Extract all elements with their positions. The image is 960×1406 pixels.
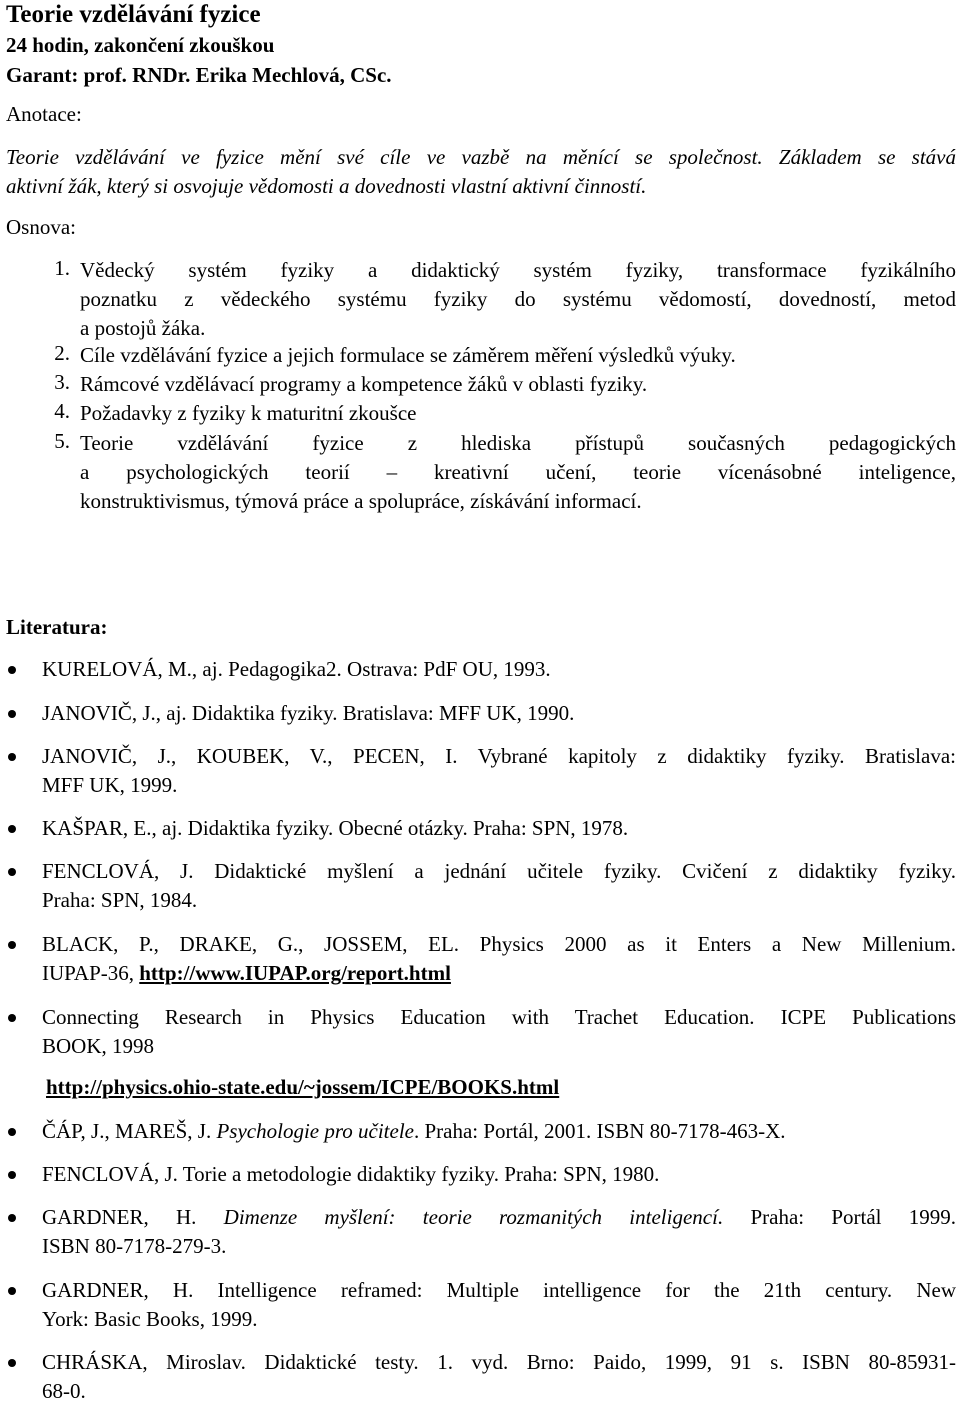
bullet-icon xyxy=(8,1287,16,1295)
outline-item-number: 5. xyxy=(54,429,70,453)
citation-text: JANOVIČ, J., KOUBEK, V., PECEN, I. Vybrané kapitoly z didaktiky fyziky. Bratislava: xyxy=(42,744,956,768)
bullet-icon xyxy=(8,1014,16,1022)
citation-title: Psychologie pro učitele xyxy=(216,1119,414,1143)
outline-line: Požadavky z fyziky k maturitní zkoušce xyxy=(80,401,417,425)
outline-label: Osnova: xyxy=(6,215,76,239)
literature-heading: Literatura: xyxy=(6,615,108,639)
outline-item-text xyxy=(80,341,956,370)
citation-authors: GARDNER, H. xyxy=(42,1205,224,1229)
citation-text xyxy=(42,1117,956,1146)
outline-line: a psychologických teorií – kreativní učení, teorie vícenásobné inteligence, xyxy=(80,460,956,484)
annotation-line: aktivní žák, který si osvojuje vědomosti a dovednosti vlastní aktivní činností. xyxy=(6,174,647,198)
citation-text: FENCLOVÁ, J. Torie a metodologie didaktiky fyziky. Praha: SPN, 1980. xyxy=(42,1162,660,1186)
citation-publisher: Praha: Portál 1999. xyxy=(723,1205,957,1229)
bullet-icon xyxy=(8,1214,16,1222)
citation-text xyxy=(42,959,956,988)
citation-prefix: IUPAP-36, xyxy=(42,961,140,985)
outline-line: Vědecký systém fyziky a didaktický systém fyziky, transformace fyzikálního xyxy=(80,258,956,282)
outline-item-text xyxy=(80,399,956,428)
outline-item-number: 4. xyxy=(54,399,70,423)
outline-item-number: 3. xyxy=(54,370,70,394)
bullet-icon xyxy=(8,1128,16,1136)
bullet-icon xyxy=(8,710,16,718)
outline-item-number: 1. xyxy=(54,256,70,280)
outline-line: konstruktivismus, týmová práce a spolupráce, získávání informací. xyxy=(80,489,642,513)
citation-text: KURELOVÁ, M., aj. Pedagogika2. Ostrava: PdF OU, 1993. xyxy=(42,657,551,681)
bullet-icon xyxy=(8,666,16,674)
bullet-icon xyxy=(8,753,16,761)
citation-text: BLACK, P., DRAKE, G., JOSSEM, EL. Physics 2000 as it Enters a New Millenium. xyxy=(42,932,956,956)
outline-item-text xyxy=(80,429,956,516)
outline-item-number: 2. xyxy=(54,341,70,365)
annotation-text xyxy=(6,143,956,201)
outline-line: Cíle vzdělávání fyzice a jejich formulace se záměrem měření výsledků výuky. xyxy=(80,343,736,367)
citation-text: 68-0. xyxy=(42,1379,86,1403)
citation-publisher: . Praha: Portál, 2001. ISBN 80-7178-463-X. xyxy=(413,1119,786,1143)
bullet-icon xyxy=(8,868,16,876)
outline-line: poznatku z vědeckého systému fyziky do systému vědomostí, dovedností, metod xyxy=(80,287,956,311)
icpe-books-link-line xyxy=(46,1073,559,1102)
citation-text: BOOK, 1998 xyxy=(42,1034,155,1058)
outline-line: a postojů žáka. xyxy=(80,316,206,340)
bullet-icon xyxy=(8,1171,16,1179)
outline-line: Teorie vzdělávání fyzice z hlediska přístupů současných pedagogických xyxy=(80,431,956,455)
citation-title: Dimenze myšlení: teorie rozmanitých inteligencí. xyxy=(223,1205,724,1229)
citation-text: JANOVIČ, J., aj. Didaktika fyziky. Bratislava: MFF UK, 1990. xyxy=(42,701,575,725)
citation-text: MFF UK, 1999. xyxy=(42,773,178,797)
bullet-icon xyxy=(8,1359,16,1367)
bullet-icon xyxy=(8,825,16,833)
citation-text: CHRÁSKA, Miroslav. Didaktické testy. 1. vyd. Brno: Paido, 1999, 91 s. ISBN 80-85931- xyxy=(42,1350,956,1374)
bullet-icon xyxy=(8,941,16,949)
course-hours: 24 hodin, zakončení zkouškou xyxy=(6,33,275,57)
course-guarantor: Garant: prof. RNDr. Erika Mechlová, CSc. xyxy=(6,63,392,87)
citation-text: Praha: SPN, 1984. xyxy=(42,888,198,912)
icpe-books-link[interactable]: http://physics.ohio-state.edu/~jossem/ICPE/BOOKS.html xyxy=(46,1075,560,1099)
citation-text: FENCLOVÁ, J. Didaktické myšlení a jednání učitele fyziky. Cvičení z didaktiky fyziky. xyxy=(42,859,956,883)
outline-item-text xyxy=(80,370,956,399)
outline-item-text xyxy=(80,256,956,343)
citation-text: York: Basic Books, 1999. xyxy=(42,1307,258,1331)
citation-authors: ČÁP, J., MAREŠ, J. xyxy=(42,1119,217,1143)
citation-text: ISBN 80-7178-279-3. xyxy=(42,1234,227,1258)
course-title: Teorie vzdělávání fyzice xyxy=(6,1,261,28)
citation-text: Connecting Research in Physics Education with Trachet Education. ICPE Publications xyxy=(42,1005,956,1029)
annotation-label: Anotace: xyxy=(6,102,82,126)
annotation-line: Teorie vzdělávání ve fyzice mění své cíle ve vazbě na měnící se společnost. Základem se stává xyxy=(6,145,956,169)
outline-line: Rámcové vzdělávací programy a kompetence žáků v oblasti fyziky. xyxy=(80,372,648,396)
citation-text: GARDNER, H. Intelligence reframed: Multiple intelligence for the 21th century. New xyxy=(42,1278,956,1302)
iupap-report-link[interactable]: http://www.IUPAP.org/report.html xyxy=(139,961,451,985)
citation-text xyxy=(42,1203,956,1232)
citation-text: KAŠPAR, E., aj. Didaktika fyziky. Obecné otázky. Praha: SPN, 1978. xyxy=(42,816,629,840)
